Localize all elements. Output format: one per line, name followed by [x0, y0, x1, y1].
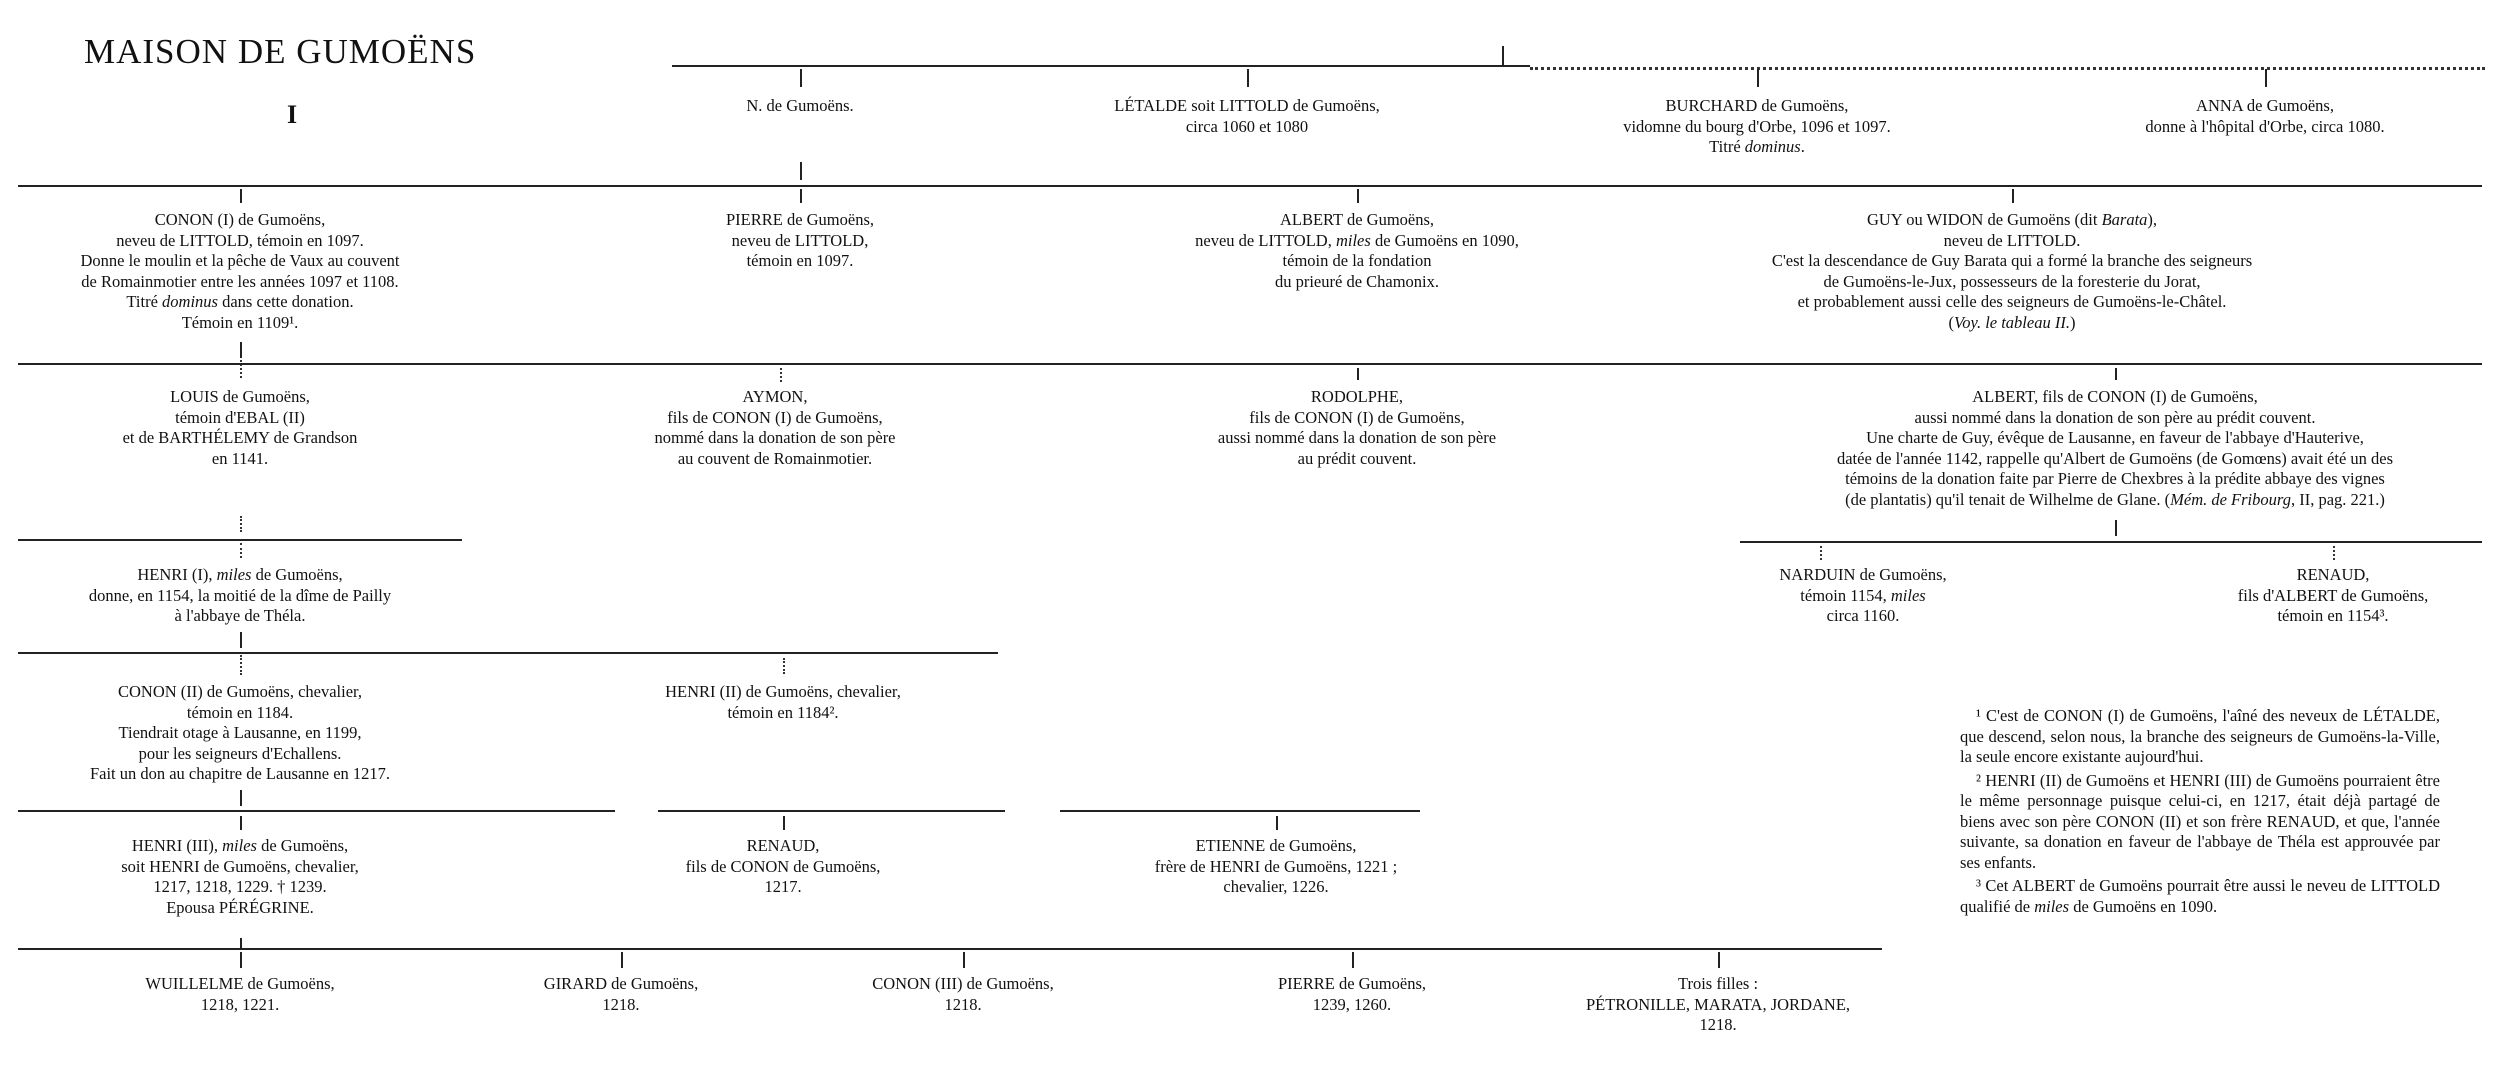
- connector-tick: [800, 69, 802, 87]
- person-louis: [123, 387, 358, 469]
- person-albert-1: [1195, 210, 1519, 292]
- connector-line: [18, 363, 2482, 365]
- person-line: 1218.: [1699, 1015, 1737, 1034]
- person-line: GIRARD de Gumoëns,: [543, 974, 699, 993]
- person-line: NARDUIN de Gumoëns,: [1779, 565, 1947, 584]
- person-line: donne à l'hôpital d'Orbe, circa 1080.: [2145, 116, 2385, 136]
- person-line: HENRI (III), miles de Gumoëns,: [131, 836, 349, 855]
- person-line: Titré dominus.: [1709, 137, 1805, 156]
- person-line: témoin en 1184.: [186, 702, 294, 722]
- person-line: Trois filles :: [1677, 974, 1759, 993]
- person-line: WUILLELME de Gumoëns,: [145, 974, 335, 993]
- connector-tick: [240, 189, 242, 203]
- person-line: témoin en 1154³.: [2277, 606, 2389, 625]
- connector-tick: [1357, 189, 1359, 203]
- person-line: AYMON,: [742, 387, 808, 406]
- person-line: C'est la descendance de Guy Barata qui a formé la branche des seigneurs: [1771, 251, 2253, 270]
- person-henri-1: [89, 565, 391, 627]
- person-conon-2: [90, 682, 390, 785]
- person-line: de Gumoëns-le-Jux, possesseurs de la foresterie du Jorat,: [1823, 271, 2201, 291]
- person-line: 1218.: [944, 994, 982, 1014]
- connector-tick: [2012, 189, 2014, 203]
- dotted-connector-tick: [783, 658, 785, 674]
- person-line: témoin de la fondation: [1282, 251, 1432, 270]
- person-line: frère de HENRI de Gumoëns, 1221 ;: [1154, 856, 1398, 876]
- connector-tick: [1247, 69, 1249, 87]
- person-line: circa 1060 et 1080: [1185, 116, 1309, 136]
- connector-tick: [240, 816, 242, 830]
- person-line: et probablement aussi celle des seigneurs de Gumoëns-le-Châtel.: [1797, 292, 2227, 311]
- connector-line: [672, 65, 1530, 67]
- person-letalde: [1114, 96, 1380, 137]
- person-line: 1218, 1221.: [200, 994, 280, 1014]
- person-line: soit HENRI de Gumoëns, chevalier,: [121, 856, 359, 876]
- connector-tick: [963, 952, 965, 968]
- person-line: 1217.: [764, 877, 802, 896]
- connector-tick: [240, 342, 242, 358]
- person-pierre-1: [726, 210, 874, 272]
- person-renaud-2: [686, 836, 881, 898]
- person-line: Tiendrait otage à Lausanne, en 1199,: [118, 723, 362, 742]
- connector-tick: [800, 189, 802, 203]
- connector-tick: [1757, 69, 1759, 87]
- dotted-connector-tick: [780, 368, 782, 382]
- person-line: nommé dans la donation de son père: [654, 428, 896, 447]
- person-line: à l'abbaye de Théla.: [174, 606, 306, 625]
- table-number: I: [286, 100, 298, 129]
- connector-tick: [1276, 816, 1278, 830]
- person-line: fils de CONON (I) de Gumoëns,: [667, 407, 883, 427]
- person-wuillelme: [145, 974, 334, 1015]
- connector-line: [18, 539, 462, 541]
- person-line: témoin en 1097.: [746, 251, 854, 270]
- person-line: datée de l'année 1142, rappelle qu'Albert de Gumoëns (de Gomœns) avait été un des: [1836, 448, 2394, 468]
- person-line: ALBERT, fils de CONON (I) de Gumoëns,: [1972, 387, 2258, 406]
- person-line: fils d'ALBERT de Gumoëns,: [2237, 585, 2429, 605]
- person-line: Donne le moulin et la pêche de Vaux au couvent: [80, 251, 400, 270]
- person-burchard: [1623, 96, 1891, 158]
- person-girard: [544, 974, 698, 1015]
- connector-tick: [1357, 368, 1359, 380]
- person-line: et de BARTHÉLEMY de Grandson: [122, 428, 358, 447]
- person-line: témoin en 1184².: [727, 702, 839, 722]
- person-line: témoins de la donation faite par Pierre de Chexbres à la prédite abbaye des vignes: [1845, 469, 2385, 488]
- person-line: HENRI (I), miles de Gumoëns,: [137, 565, 343, 584]
- connector-line: [1740, 541, 2482, 543]
- person-line: neveu de LITTOLD, miles de Gumoëns en 1090,: [1195, 230, 1519, 250]
- footnote-1: ¹ C'est de CONON (I) de Gumoëns, l'aîné des neveux de LÉTALDE, que descend, selon nous, la branche des seigneurs de Gumoëns-la-Ville, la seule encore existante aujourd'hui.: [1960, 706, 2440, 766]
- person-henri-2: [665, 682, 901, 723]
- person-line: du prieuré de Chamonix.: [1274, 271, 1440, 291]
- person-line: 1218.: [602, 994, 640, 1014]
- connector-tick: [2115, 368, 2117, 380]
- person-line: fils de CONON (I) de Gumoëns,: [1249, 407, 1465, 427]
- person-line: N. de Gumoëns.: [746, 96, 854, 115]
- person-line: Epousa PÉRÉGRINE.: [166, 897, 314, 917]
- connector-line: [1060, 810, 1420, 812]
- person-etienne: [1155, 836, 1397, 898]
- person-line: fils de CONON de Gumoëns,: [685, 856, 881, 876]
- person-line: témoin d'EBAL (II): [175, 407, 305, 427]
- person-line: HENRI (II) de Gumoëns, chevalier,: [665, 682, 901, 701]
- person-henri-3: [121, 836, 359, 918]
- person-line: vidomne du bourg d'Orbe, 1096 et 1097.: [1623, 116, 1891, 136]
- person-line: RENAUD,: [746, 836, 820, 855]
- person-line: Fait un don au chapitre de Lausanne en 1217.: [89, 764, 391, 783]
- person-line: RENAUD,: [2296, 565, 2370, 584]
- person-line: 1239, 1260.: [1312, 994, 1392, 1014]
- person-line: Témoin en 1109¹.: [181, 312, 299, 332]
- person-line: ALBERT de Gumoëns,: [1279, 210, 1435, 229]
- person-line: ANNA de Gumoëns,: [2196, 96, 2334, 115]
- person-line: témoin 1154, miles: [1800, 585, 1926, 605]
- connector-tick: [1352, 952, 1354, 968]
- person-rodolphe: [1218, 387, 1496, 469]
- person-line: 1217, 1218, 1229. † 1239.: [153, 877, 327, 896]
- person-line: PIERRE de Gumoëns,: [725, 210, 875, 229]
- footnotes: [1960, 706, 2440, 920]
- connector-line: [658, 810, 1005, 812]
- connector-tick: [240, 632, 242, 648]
- dotted-connector-tick: [2333, 546, 2335, 560]
- connector-line: [18, 652, 998, 654]
- person-line: neveu de LITTOLD, témoin en 1097.: [116, 230, 364, 250]
- person-albert-2: [1837, 387, 2393, 510]
- person-line: CONON (III) de Gumoëns,: [872, 974, 1054, 993]
- connector-tick: [621, 952, 623, 968]
- person-line: GUY ou WIDON de Gumoëns (dit Barata),: [1866, 210, 2158, 229]
- person-trois-filles: [1586, 974, 1850, 1036]
- person-line: LOUIS de Gumoëns,: [170, 387, 310, 406]
- person-line: (de plantatis) qu'il tenait de Wilhelme de Glane. (Mém. de Fribourg, II, pag. 221.): [1845, 489, 2385, 509]
- person-line: chevalier, 1226.: [1223, 877, 1329, 896]
- person-guy: [1772, 210, 2252, 333]
- connector-tick: [240, 790, 242, 806]
- footnote-2: ² HENRI (II) de Gumoëns et HENRI (III) de Gumoëns pourraient être le même personnage puisque celui-ci, en 1217, était déjà partagé de biens avec son père CONON (II) et son frère RENAUD, et que, l'année suivante, sa donation en faveur de l'abbaye de Théla est approuvée par ses enfants.: [1960, 770, 2440, 872]
- person-line: en 1141.: [211, 448, 269, 468]
- connector-tick: [1502, 46, 1504, 65]
- person-n-de-gumoens: [746, 96, 853, 117]
- person-line: RODOLPHE,: [1310, 387, 1404, 406]
- person-line: pour les seigneurs d'Echallens.: [138, 743, 342, 763]
- person-line: neveu de LITTOLD.: [1943, 230, 2081, 250]
- connector-line: [18, 948, 1882, 950]
- person-conon-3: [872, 974, 1053, 1015]
- footnote-3: ³ Cet ALBERT de Gumoëns pourrait être aussi le neveu de LITTOLD qualifié de miles de Gumoëns en 1090.: [1960, 876, 2440, 916]
- dotted-connector-tick: [1820, 546, 1822, 560]
- person-line: aussi nommé dans la donation de son père: [1217, 428, 1497, 447]
- connector-tick: [783, 816, 785, 830]
- connector-tick: [2115, 520, 2117, 536]
- connector-tick: [240, 952, 242, 968]
- connector-line: [18, 185, 2482, 187]
- person-aymon: [654, 387, 895, 469]
- person-line: aussi nommé dans la donation de son père au prédit couvent.: [1914, 407, 2316, 427]
- person-line: CONON (II) de Gumoëns, chevalier,: [117, 682, 362, 701]
- person-line: Titré dominus dans cette donation.: [126, 292, 354, 311]
- person-line: au prédit couvent.: [1297, 448, 1417, 468]
- person-narduin: [1779, 565, 1946, 627]
- person-line: BURCHARD de Gumoëns,: [1665, 96, 1849, 115]
- connector-tick: [1718, 952, 1720, 968]
- dotted-connector-tick: [240, 516, 242, 532]
- person-anna: [2145, 96, 2384, 137]
- person-line: CONON (I) de Gumoëns,: [154, 210, 326, 229]
- connector-tick: [2265, 69, 2267, 87]
- person-line: neveu de LITTOLD,: [731, 230, 869, 250]
- person-line: donne, en 1154, la moitié de la dîme de Pailly: [88, 585, 392, 605]
- connector-tick: [800, 162, 802, 180]
- person-pierre-2: [1278, 974, 1426, 1015]
- person-line: Une charte de Guy, évêque de Lausanne, en faveur de l'abbaye d'Hauterive,: [1866, 428, 2364, 447]
- person-line: ETIENNE de Gumoëns,: [1195, 836, 1357, 855]
- page-title: MAISON DE GUMOËNS: [84, 32, 477, 71]
- person-renaud-1: [2238, 565, 2429, 627]
- dotted-connector-tick: [240, 655, 242, 675]
- dotted-connector-tick: [240, 543, 242, 558]
- person-line: de Romainmotier entre les années 1097 et 1108.: [81, 271, 399, 291]
- person-line: LÉTALDE soit LITTOLD de Gumoëns,: [1114, 96, 1380, 115]
- person-line: PIERRE de Gumoëns,: [1277, 974, 1427, 993]
- person-line: circa 1160.: [1826, 606, 1900, 625]
- connector-line: [18, 810, 615, 812]
- person-line: PÉTRONILLE, MARATA, JORDANE,: [1585, 994, 1851, 1014]
- person-conon-1: [80, 210, 399, 333]
- person-line: au couvent de Romainmotier.: [677, 448, 873, 468]
- person-line: (Voy. le tableau II.): [1948, 312, 2076, 332]
- dotted-connector-line: [1530, 67, 2485, 70]
